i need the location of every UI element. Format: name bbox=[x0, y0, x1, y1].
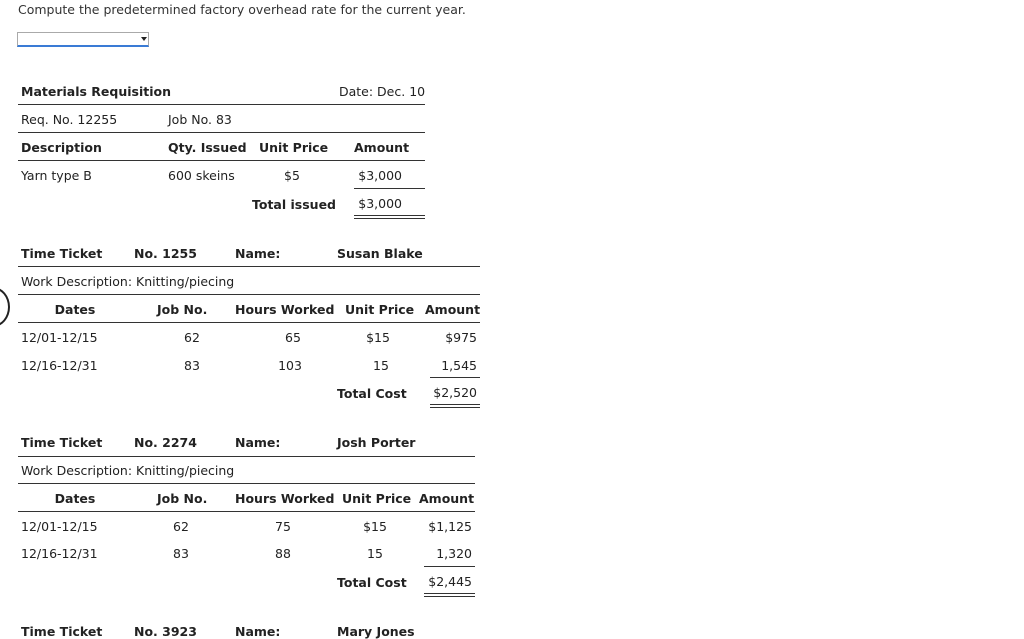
divider bbox=[18, 160, 425, 161]
ticket-label: Time Ticket bbox=[21, 246, 103, 261]
row-amount: 1,320 bbox=[436, 546, 472, 561]
col-header-job-no: Job No. bbox=[157, 302, 208, 317]
ticket-number: No. 1255 bbox=[134, 246, 197, 261]
divider bbox=[18, 483, 475, 484]
ticket-label: Time Ticket bbox=[21, 435, 103, 450]
col-header-amount: Amount bbox=[354, 140, 410, 155]
row-dates: 12/16-12/31 bbox=[21, 358, 98, 373]
col-header-unit-price: Unit Price bbox=[345, 302, 415, 317]
divider bbox=[430, 377, 480, 378]
divider bbox=[18, 294, 480, 295]
row-hours: 75 bbox=[275, 519, 291, 534]
col-header-hours-worked: Hours Worked bbox=[235, 491, 335, 506]
requisition-title: Materials Requisition bbox=[21, 84, 171, 99]
total-issued-label: Total issued bbox=[252, 197, 336, 212]
col-header-dates: Dates bbox=[54, 302, 96, 317]
total-cost-label: Total Cost bbox=[337, 386, 407, 401]
divider bbox=[424, 566, 475, 567]
row-description: Yarn type B bbox=[21, 168, 92, 183]
requisition-number: Req. No. 12255 bbox=[21, 112, 118, 127]
row-amount: $3,000 bbox=[358, 168, 402, 183]
row-hours: 103 bbox=[278, 358, 302, 373]
row-unit-price: $15 bbox=[366, 330, 390, 345]
row-dates: 12/01-12/15 bbox=[21, 330, 98, 345]
question-text: Compute the predetermined factory overhead rate for the current year. bbox=[18, 2, 466, 17]
row-hours: 65 bbox=[285, 330, 301, 345]
total-cost-label: Total Cost bbox=[337, 575, 407, 590]
row-unit-price: $15 bbox=[363, 519, 387, 534]
ticket-name-label: Name: bbox=[235, 246, 281, 261]
row-amount: 1,545 bbox=[441, 358, 477, 373]
row-qty: 600 skeins bbox=[168, 168, 235, 183]
col-header-qty-issued: Qty. Issued bbox=[168, 140, 247, 155]
answer-dropdown[interactable] bbox=[17, 32, 149, 47]
double-underline bbox=[424, 593, 475, 597]
row-dates: 12/01-12/15 bbox=[21, 519, 98, 534]
requisition-job-number: Job No. 83 bbox=[168, 112, 232, 127]
row-hours: 88 bbox=[275, 546, 291, 561]
row-unit-price: 15 bbox=[373, 358, 389, 373]
col-header-amount: Amount bbox=[419, 491, 475, 506]
work-description: Work Description: Knitting/piecing bbox=[21, 274, 235, 289]
ticket-employee-name: Susan Blake bbox=[337, 246, 423, 261]
total-issued-value: $3,000 bbox=[358, 196, 402, 211]
divider bbox=[18, 266, 480, 267]
row-amount: $1,125 bbox=[428, 519, 472, 534]
col-header-amount: Amount bbox=[425, 302, 481, 317]
total-cost-value: $2,445 bbox=[428, 574, 472, 589]
divider bbox=[18, 511, 475, 512]
ticket-name-label: Name: bbox=[235, 435, 281, 450]
col-header-description: Description bbox=[21, 140, 102, 155]
requisition-date: Date: Dec. 10 bbox=[339, 84, 426, 99]
ticket-employee-name: Mary Jones bbox=[337, 624, 415, 639]
ticket-employee-name: Josh Porter bbox=[337, 435, 416, 450]
row-unit-price: 15 bbox=[367, 546, 383, 561]
row-job-no: 62 bbox=[184, 330, 200, 345]
ticket-name-label: Name: bbox=[235, 624, 281, 639]
divider bbox=[18, 104, 425, 105]
divider bbox=[18, 456, 475, 457]
row-job-no: 83 bbox=[184, 358, 200, 373]
col-header-unit-price: Unit Price bbox=[342, 491, 412, 506]
row-job-no: 62 bbox=[173, 519, 189, 534]
divider bbox=[354, 188, 425, 189]
total-cost-value: $2,520 bbox=[433, 385, 477, 400]
work-description: Work Description: Knitting/piecing bbox=[21, 463, 235, 478]
divider bbox=[18, 132, 425, 133]
double-underline bbox=[430, 404, 480, 408]
col-header-job-no: Job No. bbox=[157, 491, 208, 506]
chevron-down-icon[interactable] bbox=[141, 37, 147, 41]
col-header-unit-price: Unit Price bbox=[259, 140, 329, 155]
row-job-no: 83 bbox=[173, 546, 189, 561]
col-header-dates: Dates bbox=[54, 491, 96, 506]
double-underline bbox=[354, 215, 425, 219]
ticket-number: No. 2274 bbox=[134, 435, 197, 450]
row-amount: $975 bbox=[445, 330, 477, 345]
row-unit-price: $5 bbox=[284, 168, 300, 183]
side-circle-control[interactable] bbox=[0, 287, 10, 327]
row-dates: 12/16-12/31 bbox=[21, 546, 98, 561]
divider bbox=[18, 322, 480, 323]
ticket-number: No. 3923 bbox=[134, 624, 197, 639]
col-header-hours-worked: Hours Worked bbox=[235, 302, 335, 317]
ticket-label: Time Ticket bbox=[21, 624, 103, 639]
